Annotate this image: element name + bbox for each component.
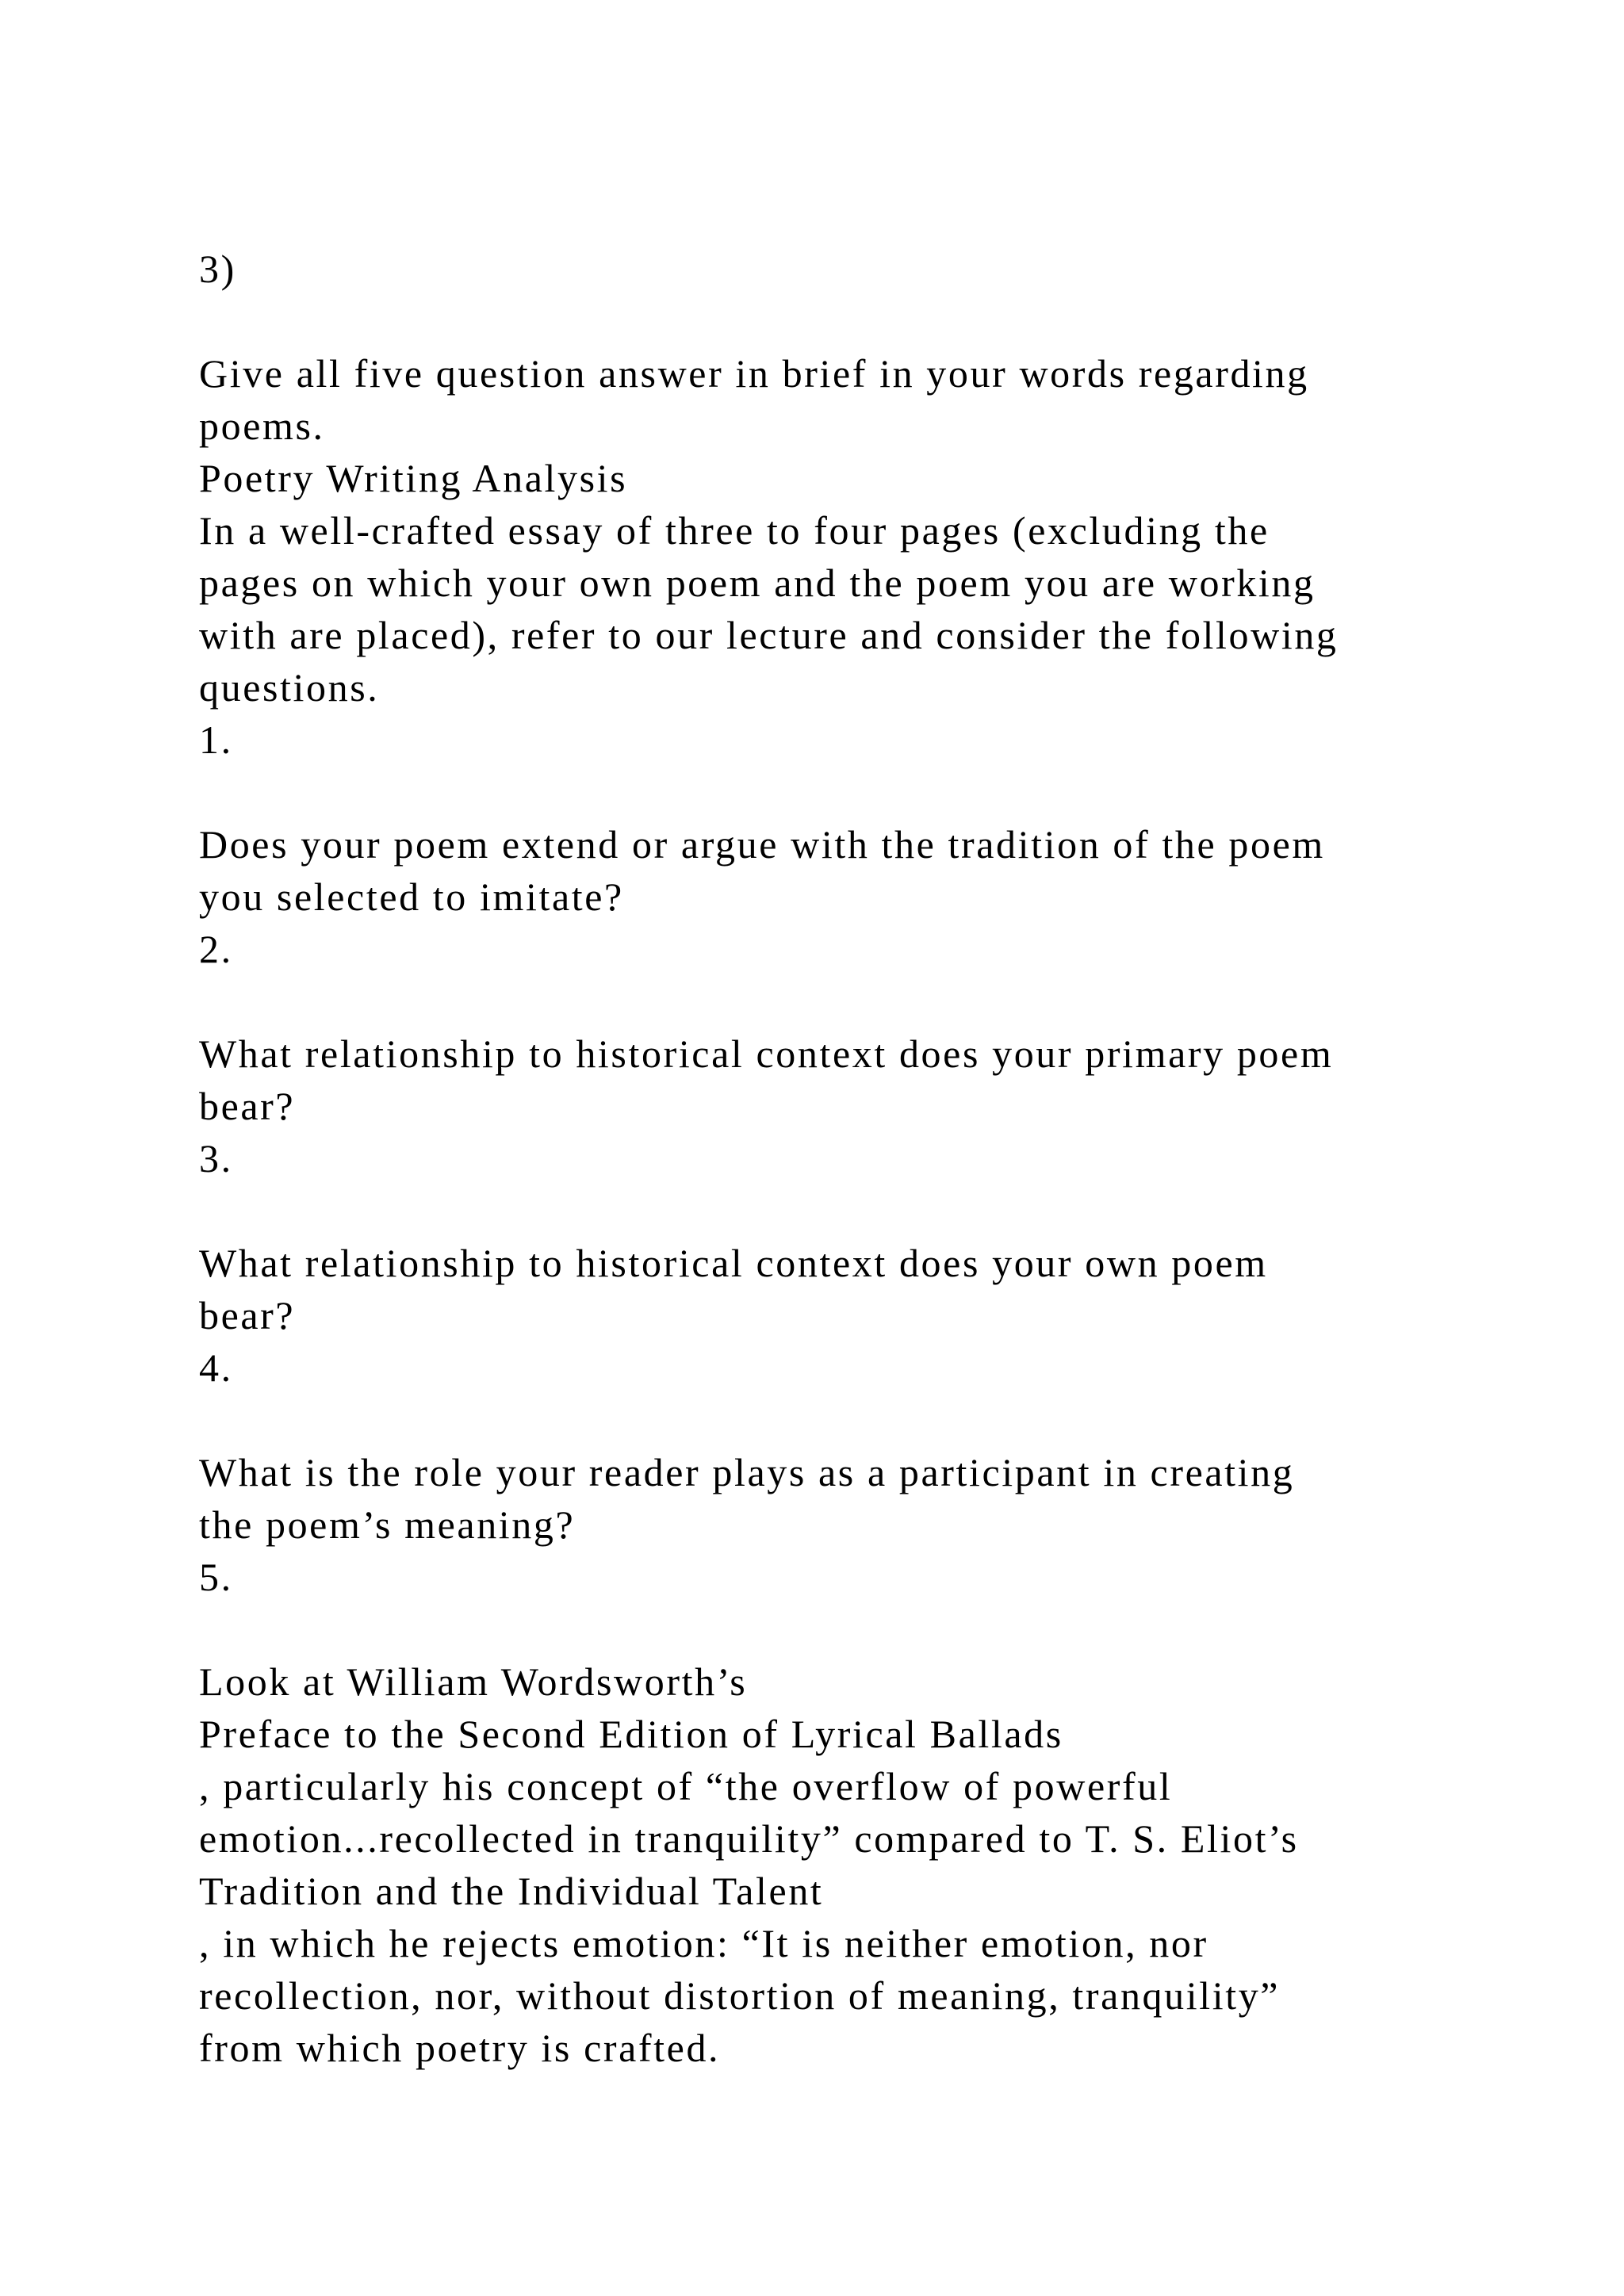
question-line: from which poetry is crafted. — [199, 2026, 721, 2070]
question-line: bear? — [199, 1293, 296, 1337]
document-heading: Poetry Writing Analysis — [199, 456, 628, 500]
question-line: Tradition and the Individual Talent — [199, 1869, 824, 1913]
intro-paragraph — [199, 504, 1547, 714]
document-body — [199, 243, 1547, 2074]
question-line: recollection, nor, without distortion of meaning, tranquility” — [199, 1973, 1281, 2018]
question-line: What relationship to historical context does your own poem — [199, 1241, 1268, 1285]
question-number: 3. — [199, 1136, 233, 1181]
question-line: Look at William Wordsworth’s — [199, 1659, 748, 1704]
question-line: Does your poem extend or argue with the tradition of the poem — [199, 822, 1325, 867]
question-line: What relationship to historical context does your primary poem — [199, 1031, 1334, 1076]
instruction-line: poems. — [199, 404, 325, 448]
instruction-paragraph — [199, 347, 1547, 452]
blank-line — [199, 295, 1547, 347]
intro-line: In a well-crafted essay of three to four pages (excluding the — [199, 508, 1270, 553]
section-number: 3) — [199, 247, 236, 291]
intro-line: pages on which your own poem and the poem you are working — [199, 561, 1316, 605]
question-2 — [199, 923, 1547, 1132]
blank-line — [199, 975, 1547, 1027]
blank-line — [199, 1603, 1547, 1655]
blank-line — [199, 766, 1547, 818]
question-1 — [199, 714, 1547, 923]
question-4 — [199, 1341, 1547, 1551]
instruction-line: Give all five question answer in brief in your words regarding — [199, 351, 1309, 396]
question-number: 1. — [199, 718, 233, 762]
question-line: What is the role your reader plays as a participant in creating — [199, 1450, 1295, 1494]
question-line: emotion...recollected in tranquility” compared to T. S. Eliot’s — [199, 1816, 1299, 1861]
question-number: 2. — [199, 927, 233, 971]
question-number: 5. — [199, 1555, 233, 1599]
question-5 — [199, 1551, 1547, 2074]
question-line: bear? — [199, 1084, 296, 1128]
question-line: you selected to imitate? — [199, 874, 624, 919]
intro-line: questions. — [199, 665, 380, 710]
question-number: 4. — [199, 1345, 233, 1390]
blank-line — [199, 1394, 1547, 1446]
intro-line: with are placed), refer to our lecture and consider the following — [199, 613, 1339, 657]
question-line: , particularly his concept of “the overflow of powerful — [199, 1764, 1173, 1808]
question-line: the poem’s meaning? — [199, 1502, 576, 1547]
question-line: , in which he rejects emotion: “It is neither emotion, nor — [199, 1921, 1208, 1965]
question-3 — [199, 1132, 1547, 1341]
blank-line — [199, 1184, 1547, 1237]
question-line: Preface to the Second Edition of Lyrical Ballads — [199, 1712, 1063, 1756]
